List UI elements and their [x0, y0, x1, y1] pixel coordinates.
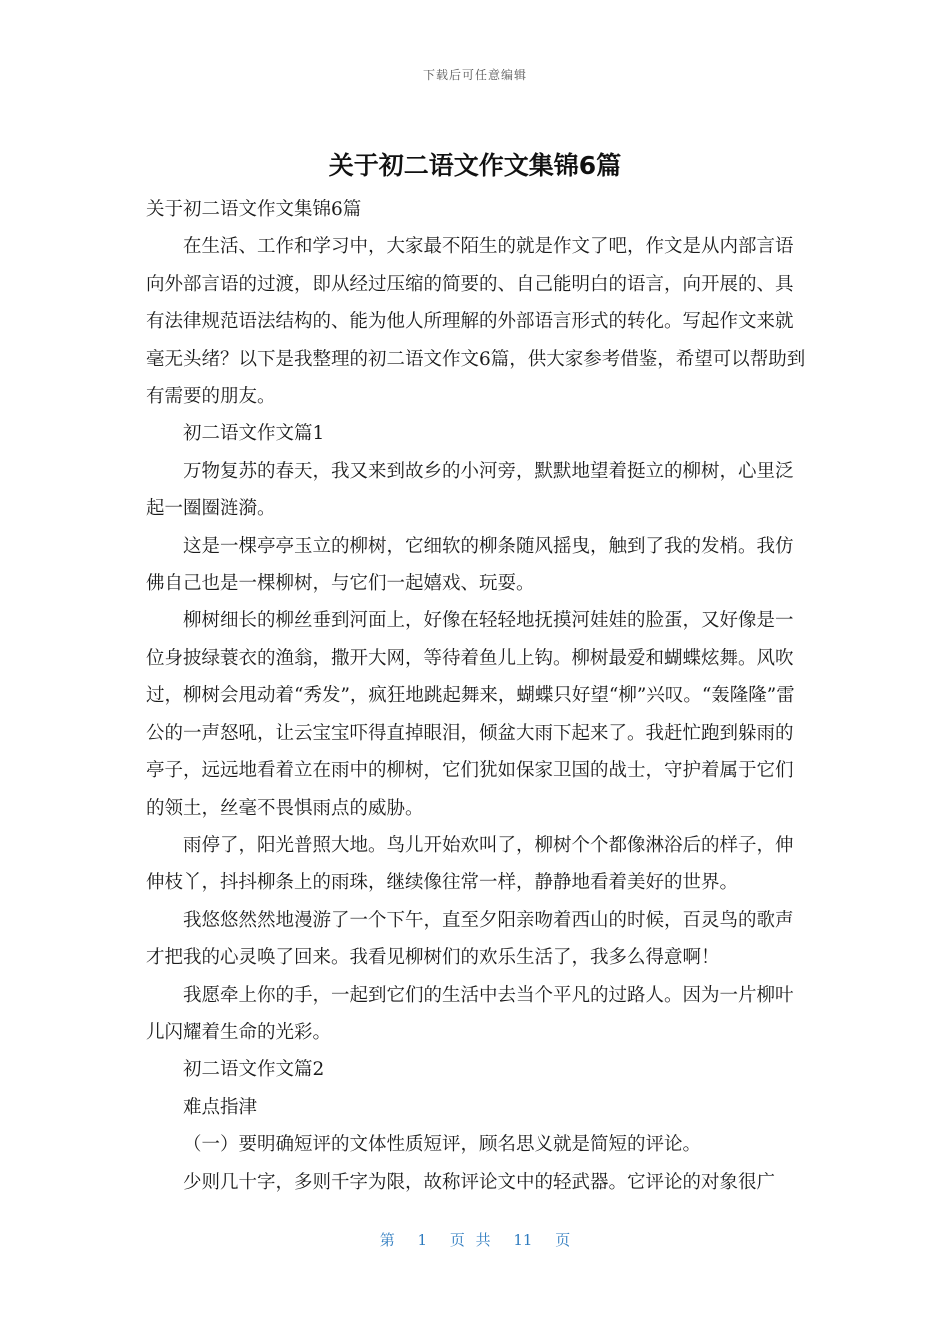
paragraph: 柳树细长的柳丝垂到河面上，好像在轻轻地抚摸河娃娃的脸蛋，又好像是一位身披绿蓑衣的渔翁，撒开大网，等待着鱼儿上钩。柳树最爱和蝴蝶炫舞。风吹过，柳树会甩动着“秀发”，疯狂地跳起舞来，蝴蝶只好望“柳”兴叹。“轰隆隆”雷公的一声怒吼，让云宝宝吓得直掉眼泪，倾盆大雨下起来了。我赶忙跑到躲雨的亭子，远远地看着立在雨中的柳树，它们犹如保家卫国的战士，守护着属于它们的领土，丝毫不畏惧雨点的威胁。: [146, 610, 795, 819]
section-heading-2: 初二语文作文篇2: [183, 1059, 325, 1081]
paragraph: 我愿牵上你的手，一起到它们的生活中去当个平凡的过路人。因为一片柳叶儿闪耀着生命的光彩。: [146, 984, 794, 1043]
paragraph: 少则几十字，多则千字为限，故称评论文中的轻武器。它评论的对象很广: [183, 1171, 776, 1193]
paragraph-intro: 在生活、工作和学习中，大家最不陌生的就是作文了吧，作文是从内部言语向外部言语的过渡，即从经过压缩的简要的、自己能明白的语言，向开展的、具有法律规范语法结构的、能为他人所理解的外部语言形式的转化。写起作文来就毫无头绪？以下是我整理的初二语文作文6篇，供大家参考借鉴，希望可以帮助到有需要的朋友。: [146, 236, 806, 408]
paragraph: 万物复苏的春天，我又来到故乡的小河旁，默默地望着挺立的柳树，心里泛起一圈圈涟漪。: [146, 460, 794, 520]
document-body: [146, 191, 810, 1201]
document-title: 关于初二语文作文集锦6篇: [328, 151, 622, 180]
sub-heading: 难点指津: [183, 1096, 258, 1118]
page-footer: [0, 1229, 950, 1250]
footer-page-total: 11: [513, 1231, 533, 1249]
header-note: 下载后可任意编辑: [422, 68, 527, 82]
paragraph: 这是一棵亭亭玉立的柳树，它细软的柳条随风摇曳，触到了我的发梢。我仿佛自己也是一棵柳树，与它们一起嬉戏、玩耍。: [146, 535, 794, 595]
paragraph: 雨停了，阳光普照大地。鸟儿开始欢叫了，柳树个个都像淋浴后的样子，伸伸枝丫，抖抖柳条上的雨珠，继续像往常一样，静静地看着美好的世界。: [146, 834, 794, 894]
footer-label-pre: 第: [379, 1231, 395, 1249]
paragraph: 我悠悠然然地漫游了一个下午，直至夕阳亲吻着西山的时候，百灵鸟的歌声才把我的心灵唤了回来。我看见柳树们的欢乐生活了，我多么得意啊！: [146, 909, 794, 969]
footer-label-post: 页: [555, 1231, 571, 1249]
footer-page-current: 1: [417, 1231, 428, 1249]
footer-label-mid: 页 共: [449, 1231, 491, 1249]
subtitle-line: 关于初二语文作文集锦6篇: [146, 199, 362, 220]
paragraph: （一）要明确短评的文体性质短评，顾名思义就是简短的评论。: [183, 1134, 702, 1156]
section-heading-1: 初二语文作文篇1: [183, 423, 325, 445]
